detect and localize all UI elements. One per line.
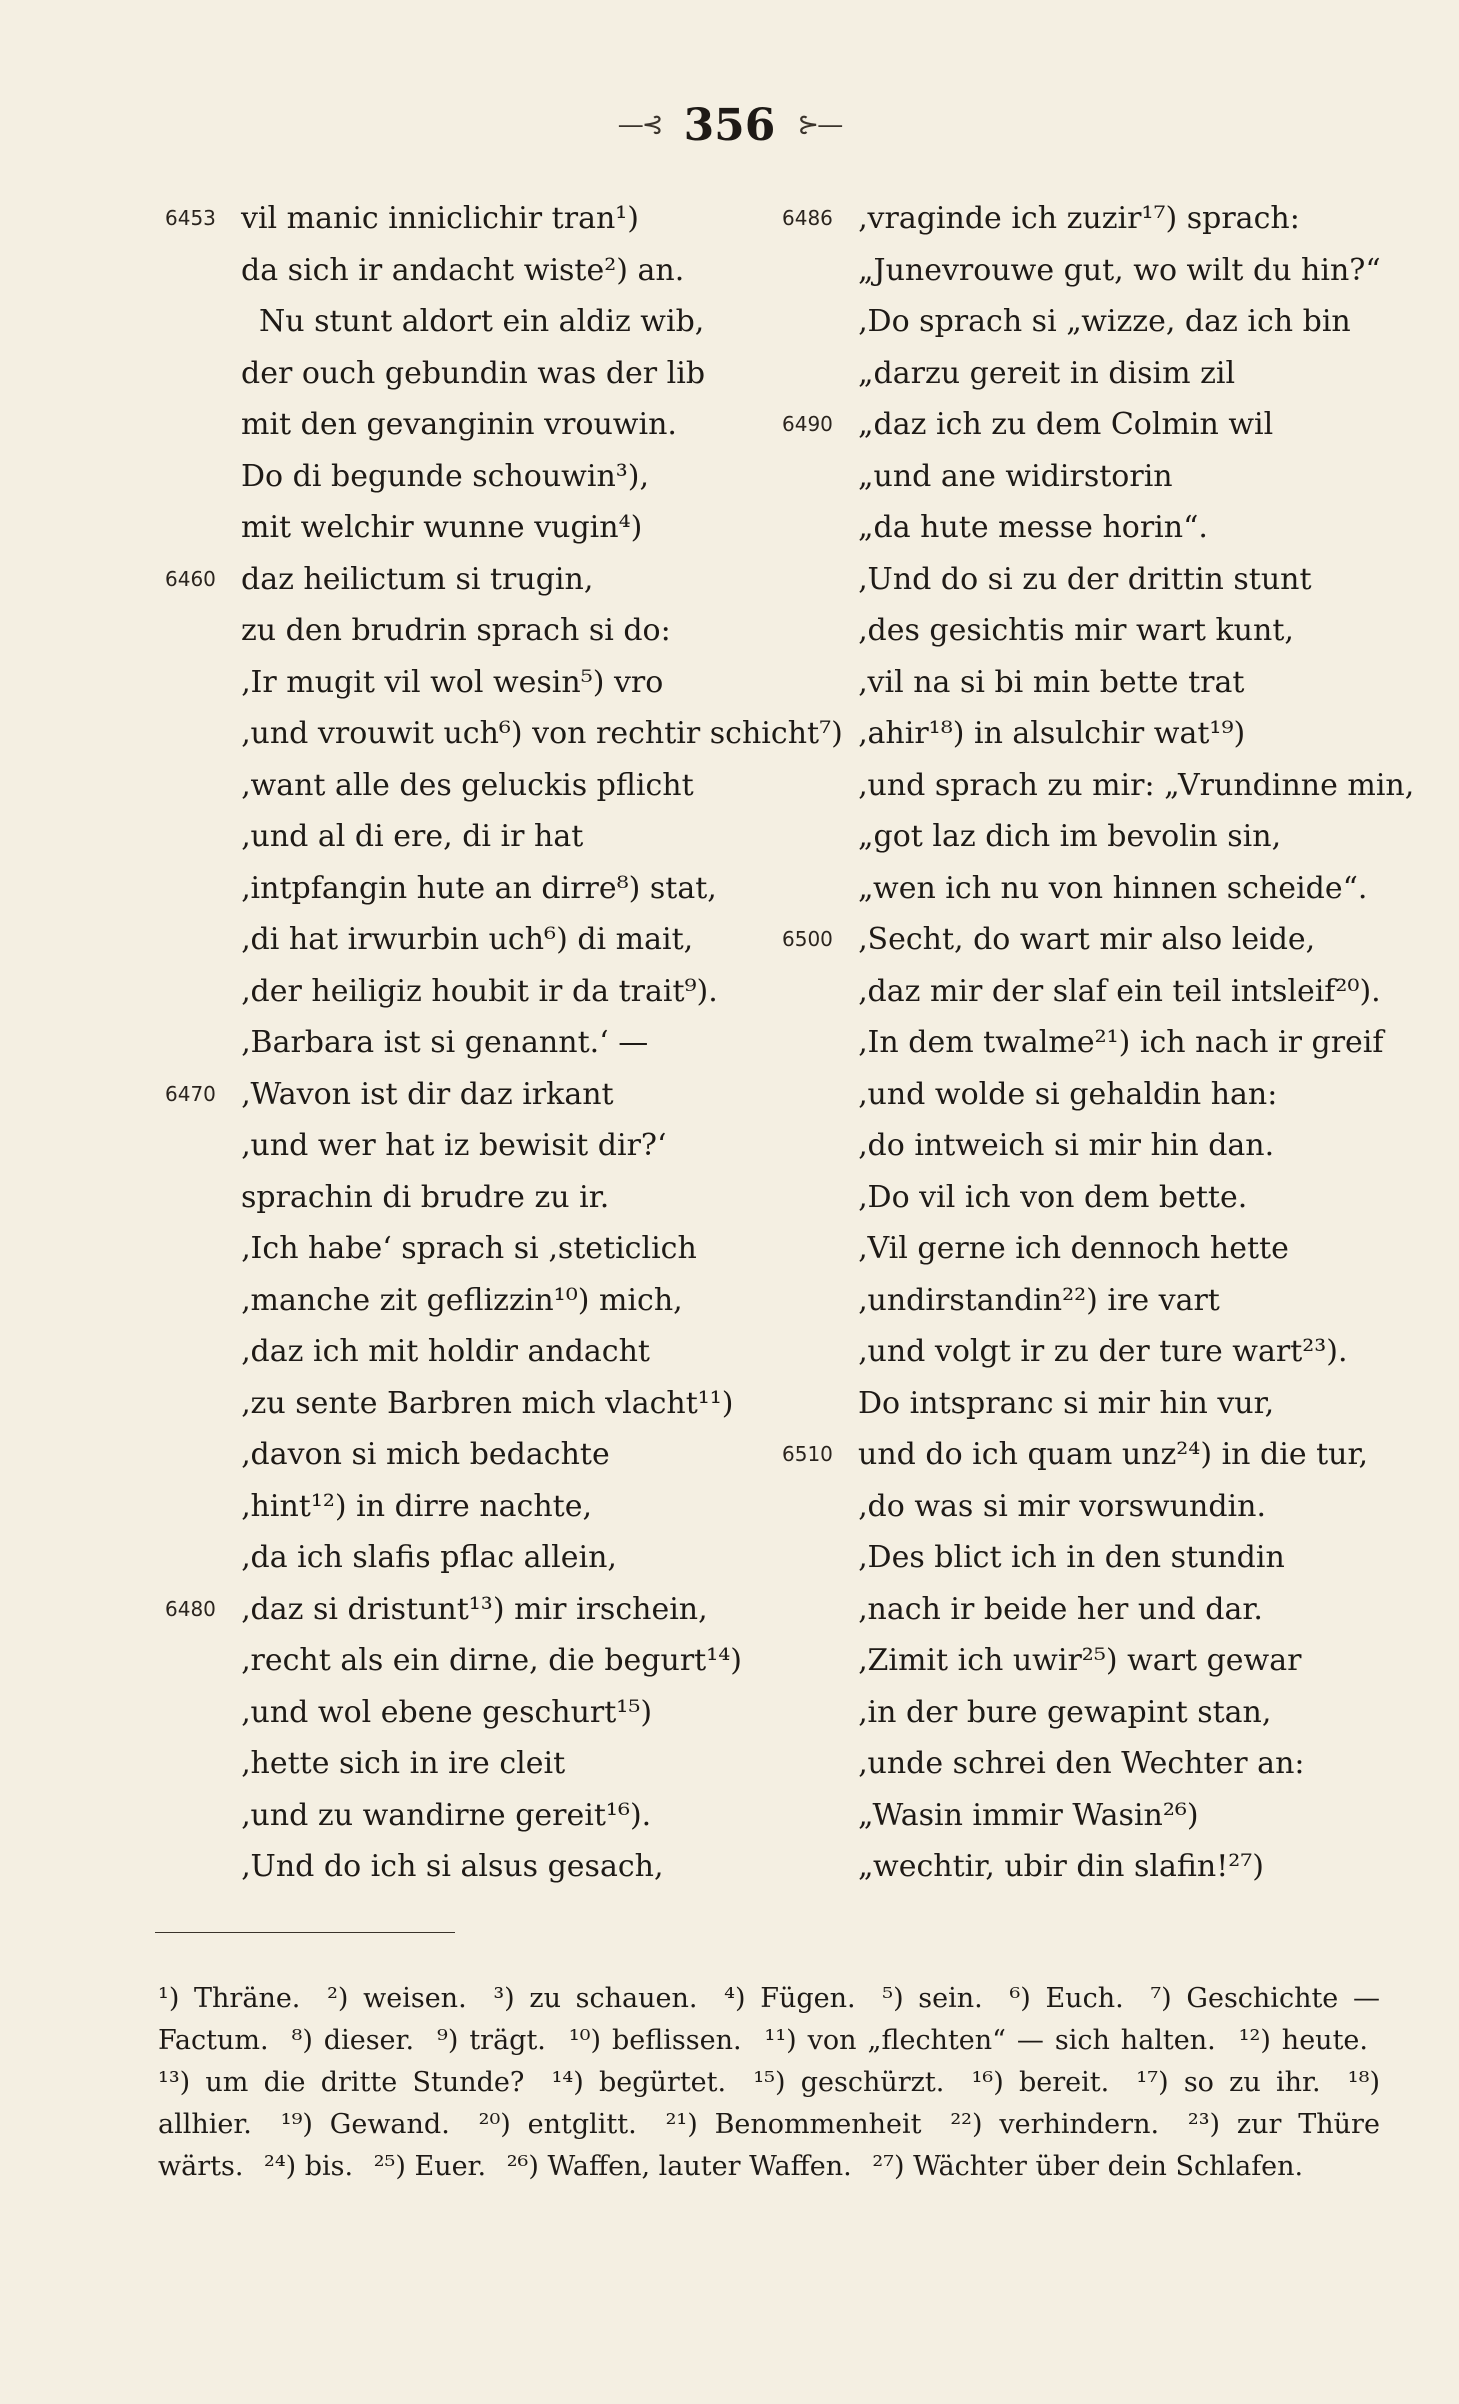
footnote: ⁴) Fügen. [724, 1983, 856, 2014]
verse-line [782, 1378, 1402, 1430]
verse-line [165, 1275, 765, 1327]
verse-text: „Wasin immir Wasin²⁶) [858, 1797, 1199, 1833]
footnote: ¹³) um die dritte Stunde? [158, 2067, 525, 2098]
verse-line [165, 1223, 765, 1275]
footnote: ²) weisen. [327, 1983, 467, 2014]
verse-text: ‚und volgt ir zu der ture wart²³). [858, 1334, 1348, 1369]
verse-text: ‚recht als ein dirne, die begurt¹⁴) [241, 1643, 742, 1678]
verse-text: ‚in der bure gewapint stan, [858, 1694, 1272, 1730]
verse-text: ‚In dem twalme²¹) ich nach ir greif [858, 1025, 1384, 1060]
verse-text: ‚nach ir beide her und dar. [858, 1591, 1263, 1627]
ornament-right-icon: ⊱— [797, 110, 842, 140]
verse-line [782, 1584, 1402, 1636]
footnote: ¹⁹) Gewand. [280, 2109, 450, 2140]
verse-text: ‚Ich habe‘ sprach si ‚steticlich [241, 1231, 697, 1266]
verse-line [165, 708, 843, 760]
verse-line [165, 1120, 765, 1172]
verse-line [165, 1635, 765, 1687]
verse-text: vil manic inniclichir tran¹) [241, 201, 640, 236]
verse-number: 6470 [165, 1081, 216, 1106]
verse-text: ‚Ir mugit vil wol wesin⁵) vro [241, 664, 664, 700]
verse-line [165, 1172, 765, 1224]
footnote: ⁹) trägt. [437, 2025, 546, 2056]
verse-line [782, 296, 1402, 348]
verse-text: ‚Vil gerne ich dennoch hette [858, 1231, 1289, 1266]
verse-line [165, 296, 765, 348]
verse-text: Do di begunde schouwin³), [241, 458, 650, 494]
verse-text: ‚vil na si bi min bette trat [858, 664, 1245, 700]
verse-line [782, 554, 1402, 606]
verse-text: ‚hint¹²) in dirre nachte, [241, 1488, 593, 1524]
footnote: ²¹) Benommenheit [665, 2109, 922, 2140]
verse-line [782, 399, 1402, 451]
right-verse-column [782, 193, 1415, 1893]
verse-text: ‚di hat irwurbin uch⁶) di mait, [241, 922, 694, 957]
verse-line [782, 1120, 1402, 1172]
verse-line [165, 502, 765, 554]
verse-text: „da hute messe horin“. [858, 510, 1208, 545]
verse-line [165, 451, 765, 503]
footnote: ¹) Thräne. [158, 1983, 301, 2014]
verse-text: ‚und vrouwit uch⁶) von rechtir schicht⁷) [241, 716, 843, 751]
verse-line [165, 657, 765, 709]
verse-text: ‚do intweich si mir hin dan. [858, 1128, 1275, 1163]
footnote: ¹⁴) begürtet. [551, 2067, 727, 2098]
page-number: 356 [683, 99, 776, 151]
verse-text: ‚manche zit geflizzin¹⁰) mich, [241, 1282, 683, 1318]
verse-number: 6510 [782, 1442, 833, 1466]
footnote: ²³) zur Thüre wärts. [158, 2109, 1380, 2182]
verse-text: ‚daz si dristunt¹³) mir irschein, [241, 1591, 708, 1627]
verse-line [165, 1069, 765, 1121]
verse-line [165, 1738, 765, 1790]
footnote: ²⁷) Wächter über dein Schlafen. [872, 2151, 1304, 2182]
verse-text: ‚ahir¹⁸) in alsulchir wat¹⁹) [858, 716, 1246, 751]
footnote: ³) zu schauen. [493, 1983, 698, 2014]
verse-text: ‚des gesichtis mir wart kunt, [858, 613, 1294, 648]
verse-text: ‚Do vil ich von dem bette. [858, 1179, 1248, 1215]
verse-text: sprachin di brudre zu ir. [241, 1179, 610, 1215]
verse-line [782, 760, 1415, 812]
footnote: ²²) verhindern. [950, 2109, 1160, 2140]
verse-line [165, 1841, 765, 1893]
verse-line [782, 1738, 1402, 1790]
verse-line [782, 1017, 1402, 1069]
verse-line [165, 348, 765, 400]
verse-text: „daz ich zu dem Colmin wil [858, 407, 1274, 442]
verse-line [165, 760, 765, 812]
verse-text: ‚Und do si zu der drittin stunt [858, 561, 1312, 597]
verse-line [165, 554, 765, 606]
verse-text: ‚hette sich in ire cleit [241, 1746, 566, 1781]
verse-number: 6486 [782, 206, 833, 230]
verse-text: ‚und wer hat iz bewisit dir?‘ [241, 1128, 667, 1163]
verse-text: „und ane widirstorin [858, 458, 1173, 494]
verse-line [165, 1584, 765, 1636]
verse-number: 6490 [782, 412, 833, 436]
verse-line [782, 1841, 1402, 1893]
verse-line [782, 1790, 1402, 1842]
verse-number: 6460 [165, 566, 216, 591]
footnote: ⁸) dieser. [291, 2025, 415, 2056]
verse-text: ‚vraginde ich zuzir¹⁷) sprach: [858, 201, 1300, 236]
verse-text: ‚und zu wandirne gereit¹⁶). [241, 1797, 652, 1833]
verse-line [165, 811, 765, 863]
verse-line [782, 811, 1402, 863]
verse-line [782, 1532, 1402, 1584]
verse-line [782, 1326, 1402, 1378]
verse-text: „got laz dich im bevolin sin, [858, 819, 1282, 854]
verse-text: Do intspranc si mir hin vur, [858, 1385, 1275, 1421]
footnote: ⁵) sein. [882, 1983, 983, 2014]
verse-line [165, 399, 765, 451]
verse-line [165, 1532, 765, 1584]
verse-text: mit welchir wunne vugin⁴) [241, 510, 643, 545]
verse-line [165, 193, 765, 245]
verse-line [782, 348, 1402, 400]
footnote: ¹⁶) bereit. [971, 2067, 1110, 2098]
verse-line [165, 1378, 765, 1430]
verse-text: ‚davon si mich bedachte [241, 1437, 610, 1472]
footnote: ¹⁵) geschürzt. [753, 2067, 945, 2098]
verse-text: ‚Do sprach si „wizze, daz ich bin [858, 304, 1351, 339]
verse-line [165, 914, 765, 966]
verse-line [782, 502, 1402, 554]
verse-line [782, 863, 1402, 915]
verse-text: ‚der heiligiz houbit ir da trait⁹). [241, 973, 718, 1009]
verse-line [165, 1687, 765, 1739]
verse-number: 6500 [782, 927, 833, 951]
verse-line [782, 245, 1402, 297]
verse-line [165, 1790, 765, 1842]
verse-line [165, 966, 765, 1018]
verse-text: ‚Des blict ich in den stundin [858, 1540, 1285, 1575]
verse-line [782, 657, 1402, 709]
verse-text: ‚Barbara ist si genannt.‘ — [241, 1025, 649, 1060]
verse-text: ‚Zimit ich uwir²⁵) wart gewar [858, 1643, 1302, 1678]
verse-line [782, 451, 1402, 503]
verse-text: ‚zu sente Barbren mich vlacht¹¹) [241, 1385, 734, 1421]
footnote: ²⁵) Euer. [373, 2151, 487, 2182]
verse-text: „wen ich nu von hinnen scheide“. [858, 870, 1368, 906]
verse-line [782, 1172, 1402, 1224]
verse-text: ‚daz ich mit holdir andacht [241, 1334, 650, 1369]
verse-line [782, 193, 1402, 245]
verse-text: ‚Secht, do wart mir also leide, [858, 922, 1316, 957]
footnotes [158, 1978, 1380, 2188]
footnote: ¹⁰) beflissen. [568, 2025, 742, 2056]
verse-text: ‚do was si mir vorswundin. [858, 1488, 1267, 1524]
verse-text: ‚daz mir der slaf ein teil intsleif²⁰). [858, 973, 1381, 1009]
verse-text: ‚da ich slafis pflac allein, [241, 1540, 617, 1575]
footnote: ¹⁷) so zu ihr. [1136, 2067, 1321, 2098]
verse-line [782, 1687, 1402, 1739]
verse-number: 6480 [165, 1596, 216, 1621]
verse-line [165, 1017, 765, 1069]
verse-line [165, 605, 765, 657]
verse-text: ‚Und do ich si alsus gesach, [241, 1849, 664, 1884]
footnote: ¹⁸) allhier. [158, 2067, 1380, 2140]
verse-text: ‚undirstandin²²) ire vart [858, 1282, 1220, 1318]
verse-text: ‚und sprach zu mir: „Vrundinne min, [858, 767, 1415, 803]
footnote: ²⁶) Waffen, lauter Waffen. [506, 2151, 852, 2182]
verse-text: ‚want alle des geluckis pflicht [241, 767, 694, 803]
footnote: ¹¹) von „flechten“ — sich halten. [764, 2025, 1216, 2056]
verse-line [165, 1326, 765, 1378]
verse-text: ‚und wolde si gehaldin han: [858, 1076, 1278, 1112]
verse-line [782, 1481, 1402, 1533]
verse-text: daz heilictum si trugin, [241, 561, 594, 597]
verse-text: „wechtir, ubir din slafin!²⁷) [858, 1849, 1265, 1884]
verse-text: „Junevrouwe gut, wo wilt du hin?“ [858, 252, 1381, 288]
verse-line [782, 1429, 1402, 1481]
verse-text: und do ich quam unz²⁴) in die tur, [858, 1437, 1369, 1472]
verse-text: Nu stunt aldort ein aldiz wib, [259, 304, 705, 339]
verse-number: 6453 [165, 206, 216, 230]
footnote: ⁷) Geschichte — Factum. [158, 1983, 1380, 2056]
verse-line [782, 1635, 1402, 1687]
verse-text: ‚intpfangin hute an dirre⁸) stat, [241, 870, 717, 906]
verse-text: ‚Wavon ist dir daz irkant [241, 1076, 614, 1112]
verse-line [165, 1481, 765, 1533]
verse-text: „darzu gereit in disim zil [858, 355, 1236, 391]
verse-text: ‚und al di ere, di ir hat [241, 819, 584, 854]
verse-text: der ouch gebundin was der lib [241, 355, 706, 391]
ornament-left-icon: —⊰ [617, 110, 662, 140]
footnote: ²⁰) entglitt. [478, 2109, 637, 2140]
verse-line [165, 1429, 765, 1481]
verse-text: zu den brudrin sprach si do: [241, 613, 671, 648]
footnote-divider [155, 1932, 455, 1933]
footnote: ¹²) heute. [1238, 2025, 1368, 2056]
verse-text: da sich ir andacht wiste²) an. [241, 252, 685, 288]
verse-text: ‚unde schrei den Wechter an: [858, 1746, 1305, 1781]
verse-line [782, 1069, 1402, 1121]
verse-line [782, 914, 1402, 966]
verse-line [782, 966, 1402, 1018]
verse-line [782, 1223, 1402, 1275]
verse-line [165, 245, 765, 297]
verse-line [165, 863, 765, 915]
verse-text: mit den gevanginin vrouwin. [241, 407, 677, 442]
page-header [0, 95, 1459, 155]
footnote: ⁶) Euch. [1009, 1983, 1124, 2014]
verse-line [782, 605, 1402, 657]
verse-line [782, 708, 1402, 760]
verse-line [782, 1275, 1402, 1327]
verse-text: ‚und wol ebene geschurt¹⁵) [241, 1694, 653, 1730]
footnote: ²⁴) bis. [264, 2151, 354, 2182]
